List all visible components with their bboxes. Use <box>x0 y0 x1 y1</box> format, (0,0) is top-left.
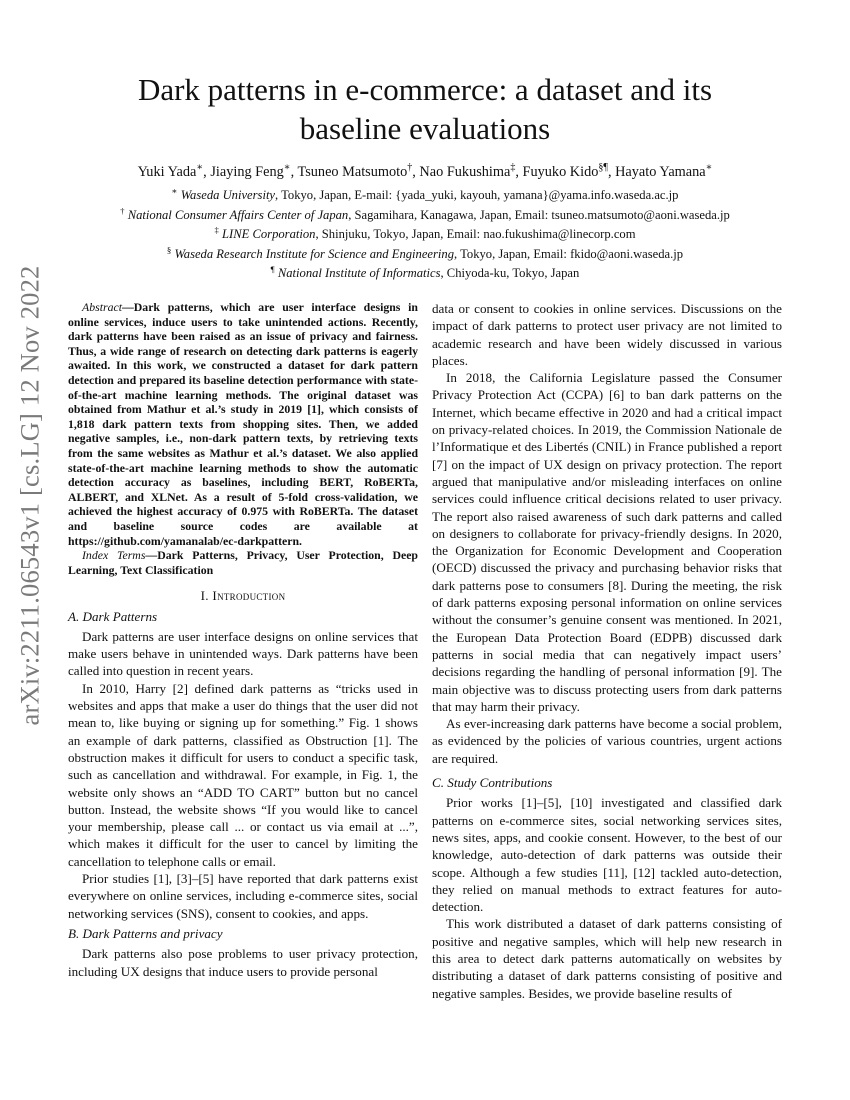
affiliation-org: LINE Corporation <box>222 227 316 242</box>
author: Yuki Yada <box>137 164 197 180</box>
affiliation-detail: , Chiyoda-ku, Tokyo, Japan <box>440 266 580 281</box>
paragraph: Dark patterns are user interface designs on online services that make users behave in unintended ways. Dark patterns have been called into question in recent years. <box>68 628 418 679</box>
affiliation <box>60 225 790 245</box>
subsection-heading-privacy: B. Dark Patterns and privacy <box>68 925 223 941</box>
index-terms <box>68 548 418 577</box>
paragraph: As ever-increasing dark patterns have become a social problem, as evidenced by the policies of various countries, urgent actions are required. <box>432 716 782 766</box>
paragraph: Prior studies [1], [3]–[5] have reported that dark patterns exist everywhere on online services, including e-commerce sites, social networking services (SNS), consent to cookies, and apps. <box>68 871 418 921</box>
paragraph: Prior works [1]–[5], [10] investigated and classified dark patterns on e-commerce sites, social networking services sites, news sites, apps, and cookie consent. However, to the best of our knowledge, auto-detection of dark patterns was outside their scope. Although a few studies [11], [12] tackled auto-detection, they relied on manual methods to extract features for auto-detection. <box>432 795 782 915</box>
index-terms-text: —Dark Patterns, Privacy, User Protection, Deep Learning, Text Classification <box>68 548 418 577</box>
affiliation <box>60 245 790 265</box>
affiliation-list <box>60 186 790 284</box>
affiliation-mark: † <box>120 205 125 216</box>
affiliation-org: Waseda University <box>180 188 276 202</box>
subsection-heading-dark-patterns: A. Dark Patterns <box>68 608 158 624</box>
author-list: Yuki Yada∗, Jiaying Feng∗, Tsuneo Matsumoto†, Nao Fukushima‡, Fuyuko Kido§¶, Hayato Yamana∗ <box>137 162 713 180</box>
author-mark: ‡ <box>510 162 516 174</box>
arxiv-identifier: arXiv:2211.06543v1 [cs.LG] 12 Nov 2022 <box>14 265 45 726</box>
arxiv-sidebar-stamp <box>6 265 54 726</box>
title-line-2: baseline evaluations <box>299 111 551 146</box>
author: Nao Fukushima <box>419 164 511 180</box>
title-line-1: Dark patterns in e-commerce: a dataset and its <box>137 72 713 107</box>
author: Jiaying Feng <box>210 164 284 180</box>
affiliation <box>60 186 790 206</box>
affiliation-mark: ‡ <box>214 225 219 235</box>
author-mark: † <box>407 162 413 174</box>
subsection-heading-contributions: C. Study Contributions <box>432 775 553 791</box>
author-mark: ∗ <box>705 162 713 174</box>
affiliation-org: Waseda Research Institute for Science and Engineering <box>174 246 455 261</box>
affiliation-detail: , Shinjuku, Tokyo, Japan, Email: nao.fukushima@linecorp.com <box>315 227 636 242</box>
paragraph-continued: data or consent to cookies in online services. Discussions on the impact of dark patterns to protect user privacy are not limited to academic research and have been widely discussed in various places. <box>432 301 782 368</box>
paragraph: In 2010, Harry [2] defined dark patterns as “tricks used in websites and apps that make a user do things that the user did not mean to, like buying or signing up for something.” Fig. 1 shows an example of dark patterns, classified as Obstruction [1]. The obstruction makes it difficult for users to conduct a specific task, such as cancellation and withdrawal. For example, in Fig. 1, the website only shows an “ADD TO CART” button but no cancel button. Instead, the website shows “If you would like to cancel your membership, please call ... or contact us via email at ...”, which makes it difficult for the user to cancel by limiting the cancellation to telephone calls or email. <box>68 680 418 869</box>
affiliation-detail: , Sagamihara, Kanagawa, Japan, Email: tsuneo.matsumoto@aoni.waseda.jp <box>348 207 730 222</box>
left-column <box>68 300 418 980</box>
paragraph: This work distributed a dataset of dark patterns consisting of positive and negative samples, which will help new research in this area to detect dark patterns automatically on websites by distributing a dataset of dark patterns consisting of positive and negative samples. Besides, we provide baseline results of <box>432 916 782 1001</box>
right-column <box>432 300 782 1002</box>
section-heading-introduction: I. Introduction <box>200 588 286 604</box>
abstract-text: —Dark patterns, which are user interface designs in online services, induce users to take unintended actions. Recently, dark patterns have been raised as an issue of privacy and fairness. Thus, a wide range of research on detecting dark patterns is eagerly awaited. In this work, we constructed a dataset for dark pattern detection and prepared its baseline detection performance with state-of-the-art machine learning methods. The original dataset was obtained from Mathur et al.’s study in 2019 [1], which consists of 1,818 dark pattern texts from shopping sites. Then, we added negative samples, i.e., non-dark pattern texts, by retrieving texts from the same websites as Mathur et al.’s dataset. We also applied state-of-the-art machine learning methods to show the automatic detection accuracy as baselines, including BERT, RoBERTa, ALBERT, and XLNet. As a result of 5-fold cross-validation, we achieved the highest accuracy of 0.975 with RoBERTa. The dataset and baseline source codes are available at https://github.com/yamanalab/ec-darkpattern. <box>68 300 418 548</box>
affiliation-detail: , Tokyo, Japan, Email: fkido@aoni.waseda.jp <box>454 246 684 261</box>
author-mark: ∗ <box>283 162 291 174</box>
affiliation-mark: § <box>166 244 172 255</box>
author-mark: §¶ <box>598 162 608 174</box>
affiliation-org: National Consumer Affairs Center of Japan <box>127 207 349 222</box>
paragraph: In 2018, the California Legislature passed the Consumer Privacy Protection Act (CCPA) [6] to ban dark patterns on the Internet, which became effective in 2020 and had a critical impact on privacy-related choices. In 2019, the Commission Nationale de l’Informatique et des Libertés (CNIL) in France published a report [7] on the impact of UX design on privacy protection. The report argued that manipulative and/or misleading interfaces on online services could influence critical decisions related to user privacy. The report also raised awareness of such dark patterns and called on designers to collaborate for privacy-friendly designs. In 2020, the Organization for Economic Development and Cooperation (OECD) discussed the privacy and purchasing behavior risks that dark patterns pose to consumers [8]. During the meeting, the risk of dark patterns exposing personal information on online services without the consumer’s genuine consent was mentioned. In 2021, the European Data Protection Board (EDPB) discussed dark patterns in social media that can negatively impact users’ decisions regarding the handling of personal information [9]. The main objective was to discuss protecting users from dark patterns that may harm their privacy. <box>432 370 782 714</box>
abstract-label: Abstract <box>82 300 122 314</box>
affiliation-org: National Institute of Informatics <box>277 266 441 281</box>
paragraph: Dark patterns also pose problems to user privacy protection, including UX designs that induce users to provide personal <box>68 946 418 979</box>
affiliation <box>60 206 790 226</box>
author: Hayato Yamana <box>615 164 706 180</box>
affiliation-mark: ¶ <box>270 264 275 275</box>
affiliation-mark: ∗ <box>171 185 178 196</box>
abstract <box>68 300 418 548</box>
affiliation-detail: , Tokyo, Japan, E-mail: {yada_yuki, kayouh, yamana}@yama.info.waseda.ac.jp <box>275 188 679 202</box>
author: Fuyuko Kido <box>522 164 599 180</box>
author-mark: ∗ <box>196 162 204 174</box>
author: Tsuneo Matsumoto <box>297 164 408 180</box>
paper-title <box>60 70 790 148</box>
affiliation <box>60 264 790 284</box>
index-terms-label: Index Terms <box>82 548 146 563</box>
